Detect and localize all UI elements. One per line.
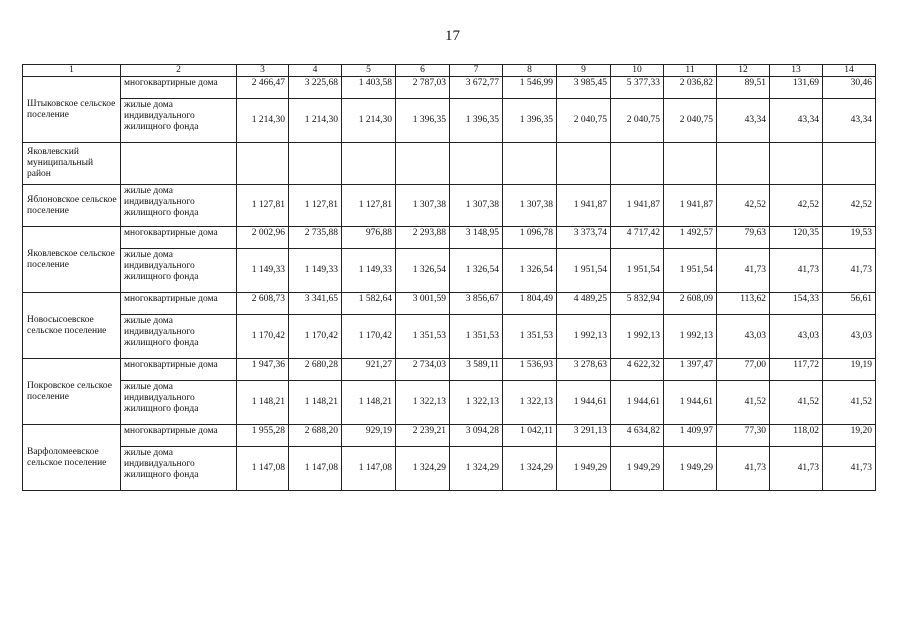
value-cell: 1 546,99 bbox=[503, 77, 557, 99]
empty-cell bbox=[450, 143, 503, 185]
value-cell: 1 949,29 bbox=[557, 447, 611, 491]
value-cell: 41,73 bbox=[770, 447, 823, 491]
value-cell: 5 377,33 bbox=[611, 77, 664, 99]
empty-cell bbox=[396, 143, 450, 185]
value-cell: 1 127,81 bbox=[289, 185, 342, 227]
value-cell: 1 324,29 bbox=[450, 447, 503, 491]
value-cell: 1 351,53 bbox=[503, 315, 557, 359]
value-cell: 43,03 bbox=[717, 315, 770, 359]
value-cell: 1 944,61 bbox=[664, 381, 717, 425]
value-cell: 1 992,13 bbox=[611, 315, 664, 359]
value-cell: 1 149,33 bbox=[289, 249, 342, 293]
value-cell: 43,34 bbox=[717, 99, 770, 143]
value-cell: 42,52 bbox=[823, 185, 876, 227]
value-cell: 56,61 bbox=[823, 293, 876, 315]
value-cell: 4 489,25 bbox=[557, 293, 611, 315]
value-cell: 3 291,13 bbox=[557, 425, 611, 447]
value-cell: 2 608,73 bbox=[237, 293, 289, 315]
value-cell: 1 042,11 bbox=[503, 425, 557, 447]
value-cell: 77,00 bbox=[717, 359, 770, 381]
value-cell: 1 170,42 bbox=[289, 315, 342, 359]
value-cell: 1 941,87 bbox=[664, 185, 717, 227]
empty-cell bbox=[823, 143, 876, 185]
value-cell: 1 582,64 bbox=[342, 293, 396, 315]
value-cell: 3 094,28 bbox=[450, 425, 503, 447]
value-cell: 1 148,21 bbox=[342, 381, 396, 425]
value-cell: 1 351,53 bbox=[450, 315, 503, 359]
value-cell: 113,62 bbox=[717, 293, 770, 315]
table-row bbox=[23, 425, 876, 447]
value-cell: 3 148,95 bbox=[450, 227, 503, 249]
value-cell: 2 688,20 bbox=[289, 425, 342, 447]
value-cell: 3 589,11 bbox=[450, 359, 503, 381]
value-cell: 42,52 bbox=[717, 185, 770, 227]
value-cell: 1 214,30 bbox=[342, 99, 396, 143]
value-cell: 41,73 bbox=[823, 447, 876, 491]
value-cell: 41,52 bbox=[823, 381, 876, 425]
housing-type-cell: жилые дома индивидуального жилищного фонда bbox=[121, 185, 237, 227]
table-row bbox=[23, 359, 876, 381]
value-cell: 1 307,38 bbox=[450, 185, 503, 227]
table-row bbox=[23, 249, 876, 293]
table-body bbox=[23, 77, 876, 491]
value-cell: 1 351,53 bbox=[396, 315, 450, 359]
value-cell: 42,52 bbox=[770, 185, 823, 227]
column-number: 8 bbox=[503, 65, 557, 77]
value-cell: 929,19 bbox=[342, 425, 396, 447]
value-cell: 1 147,08 bbox=[237, 447, 289, 491]
table-row bbox=[23, 315, 876, 359]
value-cell: 1 127,81 bbox=[237, 185, 289, 227]
value-cell: 120,35 bbox=[770, 227, 823, 249]
value-cell: 41,73 bbox=[717, 447, 770, 491]
value-cell: 41,73 bbox=[770, 249, 823, 293]
value-cell: 2 040,75 bbox=[664, 99, 717, 143]
housing-type-cell: жилые дома индивидуального жилищного фонда bbox=[121, 447, 237, 491]
column-number: 11 bbox=[664, 65, 717, 77]
value-cell: 3 341,65 bbox=[289, 293, 342, 315]
value-cell: 43,03 bbox=[770, 315, 823, 359]
value-cell: 1 307,38 bbox=[396, 185, 450, 227]
column-number: 10 bbox=[611, 65, 664, 77]
value-cell: 1 944,61 bbox=[557, 381, 611, 425]
column-number: 5 bbox=[342, 65, 396, 77]
value-cell: 1 322,13 bbox=[503, 381, 557, 425]
value-cell: 1 396,35 bbox=[396, 99, 450, 143]
value-cell: 1 941,87 bbox=[611, 185, 664, 227]
district-name-cell: Яковлевский муниципальный район bbox=[23, 143, 121, 185]
housing-type-cell: многоквартирные дома bbox=[121, 293, 237, 315]
table-row bbox=[23, 447, 876, 491]
value-cell: 2 040,75 bbox=[557, 99, 611, 143]
value-cell: 2 293,88 bbox=[396, 227, 450, 249]
empty-cell bbox=[717, 143, 770, 185]
value-cell: 118,02 bbox=[770, 425, 823, 447]
value-cell: 2 239,21 bbox=[396, 425, 450, 447]
empty-cell bbox=[237, 143, 289, 185]
value-cell: 3 225,68 bbox=[289, 77, 342, 99]
value-cell: 1 955,28 bbox=[237, 425, 289, 447]
value-cell: 30,46 bbox=[823, 77, 876, 99]
value-cell: 41,52 bbox=[717, 381, 770, 425]
value-cell: 2 680,28 bbox=[289, 359, 342, 381]
table-row bbox=[23, 185, 876, 227]
value-cell: 4 622,32 bbox=[611, 359, 664, 381]
value-cell: 4 717,42 bbox=[611, 227, 664, 249]
value-cell: 89,51 bbox=[717, 77, 770, 99]
settlement-name-cell: Варфоломеевское сельское поселение bbox=[23, 425, 121, 491]
value-cell: 1 951,54 bbox=[664, 249, 717, 293]
housing-type-cell: жилые дома индивидуального жилищного фонда bbox=[121, 99, 237, 143]
value-cell: 1 326,54 bbox=[503, 249, 557, 293]
column-number: 7 bbox=[450, 65, 503, 77]
tariff-table bbox=[22, 64, 876, 491]
value-cell: 154,33 bbox=[770, 293, 823, 315]
value-cell: 1 536,93 bbox=[503, 359, 557, 381]
value-cell: 1 396,35 bbox=[503, 99, 557, 143]
column-number: 4 bbox=[289, 65, 342, 77]
settlement-name-cell: Покровское сельское поселение bbox=[23, 359, 121, 425]
table-row bbox=[23, 143, 876, 185]
value-cell: 79,63 bbox=[717, 227, 770, 249]
value-cell: 5 832,94 bbox=[611, 293, 664, 315]
value-cell: 1 307,38 bbox=[503, 185, 557, 227]
value-cell: 1 148,21 bbox=[237, 381, 289, 425]
value-cell: 2 734,03 bbox=[396, 359, 450, 381]
value-cell: 1 096,78 bbox=[503, 227, 557, 249]
value-cell: 1 992,13 bbox=[664, 315, 717, 359]
value-cell: 77,30 bbox=[717, 425, 770, 447]
value-cell: 117,72 bbox=[770, 359, 823, 381]
settlement-name-cell: Яковлевское сельское поселение bbox=[23, 227, 121, 293]
column-number: 2 bbox=[121, 65, 237, 77]
empty-cell bbox=[289, 143, 342, 185]
value-cell: 1 947,36 bbox=[237, 359, 289, 381]
empty-cell bbox=[342, 143, 396, 185]
value-cell: 1 149,33 bbox=[342, 249, 396, 293]
value-cell: 19,20 bbox=[823, 425, 876, 447]
value-cell: 1 170,42 bbox=[237, 315, 289, 359]
column-number: 12 bbox=[717, 65, 770, 77]
value-cell: 3 985,45 bbox=[557, 77, 611, 99]
value-cell: 43,34 bbox=[770, 99, 823, 143]
value-cell: 131,69 bbox=[770, 77, 823, 99]
value-cell: 1 147,08 bbox=[289, 447, 342, 491]
value-cell: 1 992,13 bbox=[557, 315, 611, 359]
value-cell: 41,52 bbox=[770, 381, 823, 425]
value-cell: 1 492,57 bbox=[664, 227, 717, 249]
housing-type-cell: многоквартирные дома bbox=[121, 227, 237, 249]
value-cell: 3 672,77 bbox=[450, 77, 503, 99]
value-cell: 19,19 bbox=[823, 359, 876, 381]
empty-cell bbox=[121, 143, 237, 185]
value-cell: 1 951,54 bbox=[611, 249, 664, 293]
value-cell: 3 001,59 bbox=[396, 293, 450, 315]
value-cell: 1 326,54 bbox=[396, 249, 450, 293]
housing-type-cell: многоквартирные дома bbox=[121, 425, 237, 447]
table-row bbox=[23, 77, 876, 99]
value-cell: 3 373,74 bbox=[557, 227, 611, 249]
value-cell: 1 326,54 bbox=[450, 249, 503, 293]
housing-type-cell: жилые дома индивидуального жилищного фонда bbox=[121, 381, 237, 425]
value-cell: 2 002,96 bbox=[237, 227, 289, 249]
value-cell: 1 324,29 bbox=[503, 447, 557, 491]
empty-cell bbox=[770, 143, 823, 185]
value-cell: 2 466,47 bbox=[237, 77, 289, 99]
table-row bbox=[23, 381, 876, 425]
value-cell: 2 735,88 bbox=[289, 227, 342, 249]
housing-type-cell: многоквартирные дома bbox=[121, 77, 237, 99]
table-row bbox=[23, 99, 876, 143]
empty-cell bbox=[611, 143, 664, 185]
value-cell: 1 324,29 bbox=[396, 447, 450, 491]
value-cell: 1 147,08 bbox=[342, 447, 396, 491]
value-cell: 976,88 bbox=[342, 227, 396, 249]
value-cell: 921,27 bbox=[342, 359, 396, 381]
column-number: 3 bbox=[237, 65, 289, 77]
value-cell: 1 403,58 bbox=[342, 77, 396, 99]
value-cell: 2 608,09 bbox=[664, 293, 717, 315]
value-cell: 2 040,75 bbox=[611, 99, 664, 143]
settlement-name-cell: Штыковское сельское поселение bbox=[23, 77, 121, 143]
value-cell: 43,03 bbox=[823, 315, 876, 359]
housing-type-cell: жилые дома индивидуального жилищного фонда bbox=[121, 315, 237, 359]
value-cell: 1 322,13 bbox=[450, 381, 503, 425]
column-number-row bbox=[23, 65, 876, 77]
value-cell: 2 787,03 bbox=[396, 77, 450, 99]
value-cell: 2 036,82 bbox=[664, 77, 717, 99]
value-cell: 1 396,35 bbox=[450, 99, 503, 143]
value-cell: 1 409,97 bbox=[664, 425, 717, 447]
value-cell: 1 397,47 bbox=[664, 359, 717, 381]
value-cell: 1 149,33 bbox=[237, 249, 289, 293]
value-cell: 1 804,49 bbox=[503, 293, 557, 315]
value-cell: 1 127,81 bbox=[342, 185, 396, 227]
value-cell: 1 214,30 bbox=[237, 99, 289, 143]
value-cell: 1 949,29 bbox=[611, 447, 664, 491]
empty-cell bbox=[664, 143, 717, 185]
value-cell: 1 951,54 bbox=[557, 249, 611, 293]
value-cell: 41,73 bbox=[717, 249, 770, 293]
value-cell: 1 148,21 bbox=[289, 381, 342, 425]
empty-cell bbox=[503, 143, 557, 185]
value-cell: 1 170,42 bbox=[342, 315, 396, 359]
column-number: 1 bbox=[23, 65, 121, 77]
table-row bbox=[23, 293, 876, 315]
empty-cell bbox=[557, 143, 611, 185]
value-cell: 3 278,63 bbox=[557, 359, 611, 381]
value-cell: 19,53 bbox=[823, 227, 876, 249]
page-number: 17 bbox=[445, 28, 460, 44]
value-cell: 1 214,30 bbox=[289, 99, 342, 143]
column-number: 6 bbox=[396, 65, 450, 77]
value-cell: 1 949,29 bbox=[664, 447, 717, 491]
value-cell: 1 941,87 bbox=[557, 185, 611, 227]
value-cell: 1 944,61 bbox=[611, 381, 664, 425]
value-cell: 41,73 bbox=[823, 249, 876, 293]
value-cell: 1 322,13 bbox=[396, 381, 450, 425]
column-number: 14 bbox=[823, 65, 876, 77]
value-cell: 3 856,67 bbox=[450, 293, 503, 315]
column-number: 13 bbox=[770, 65, 823, 77]
settlement-name-cell: Новосысоевское сельское поселение bbox=[23, 293, 121, 359]
value-cell: 4 634,82 bbox=[611, 425, 664, 447]
housing-type-cell: жилые дома индивидуального жилищного фонда bbox=[121, 249, 237, 293]
value-cell: 43,34 bbox=[823, 99, 876, 143]
settlement-name-cell: Яблоновское сельское поселение bbox=[23, 185, 121, 227]
table-row bbox=[23, 227, 876, 249]
column-number: 9 bbox=[557, 65, 611, 77]
housing-type-cell: многоквартирные дома bbox=[121, 359, 237, 381]
